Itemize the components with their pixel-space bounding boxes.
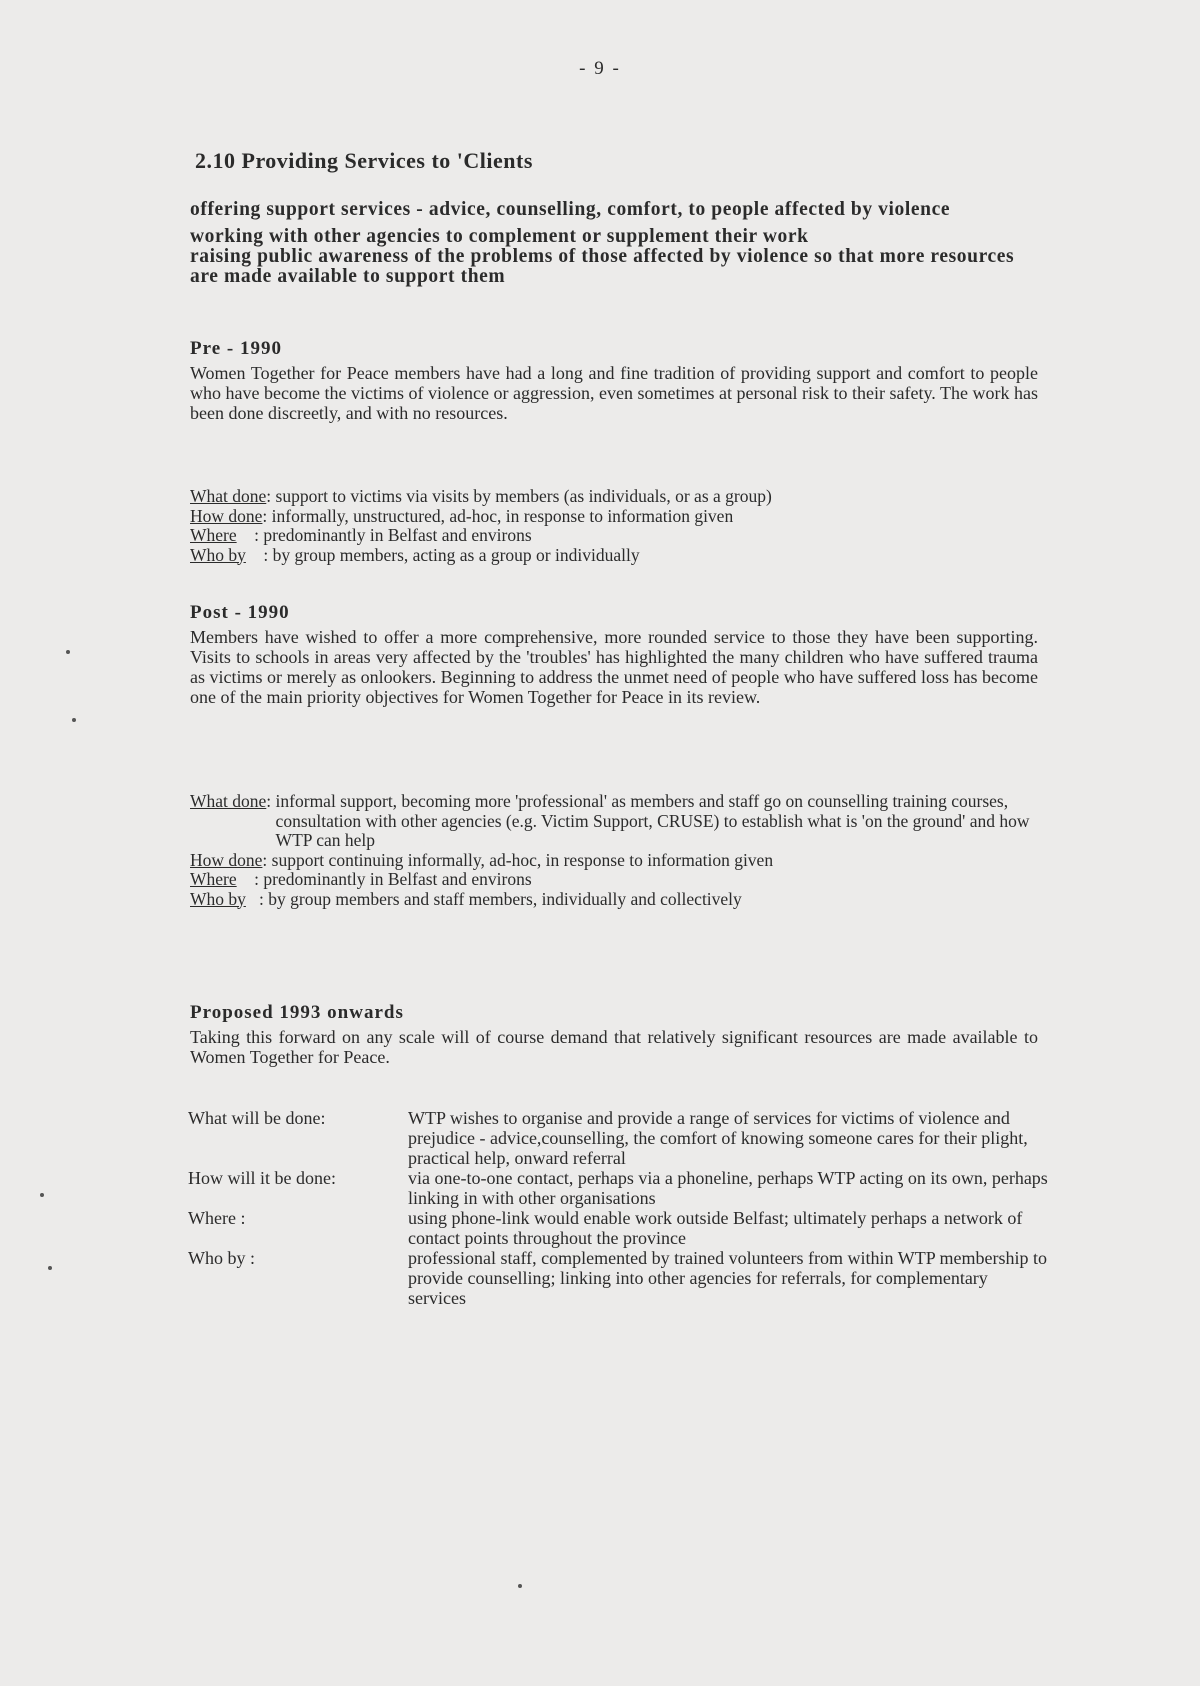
detail-separator: :	[236, 869, 264, 889]
detail-row	[190, 870, 1050, 890]
detail-key: Who by :	[188, 1248, 255, 1268]
detail-value: informally, unstructured, ad-hoc, in response to information given	[271, 505, 734, 526]
detail-key: How will it be done:	[188, 1168, 336, 1188]
detail-value: predominantly in Belfast and environs	[263, 869, 532, 889]
detail-key: Where	[190, 869, 237, 889]
detail-separator: :	[245, 544, 273, 565]
detail-key: What done	[190, 486, 267, 506]
objective-item: raising public awareness of the problems of those affected by violence so that more resources are made available to support them	[190, 246, 1015, 287]
detail-separator: :	[245, 888, 269, 909]
detail-value: predominantly in Belfast and environs	[263, 525, 532, 545]
scan-speck	[66, 650, 70, 654]
section-heading: Post - 1990	[190, 602, 290, 623]
detail-row	[190, 792, 1050, 851]
detail-key: How done	[190, 505, 263, 526]
section-paragraph: Members have wished to offer a more comprehensive, more rounded service to those they have been supporting. Visits to schools in areas very affected by the 'troubles' has highlighted the many children who have suffered trauma as victims or merely as onlookers. Beginning to address the unmet need of people who have suffered loss has become one of the main priority objectives for Women Together for Peace in its review.	[190, 627, 1038, 707]
detail-row	[190, 526, 1050, 546]
section-paragraph: Women Together for Peace members have had a long and fine tradition of providing support and comfort to people who have become the victims of violence or aggression, even sometimes at personal risk to their safety. The work has been done discreetly, and with no resources.	[190, 363, 1038, 423]
scan-speck	[518, 1584, 522, 1588]
post-1990-details	[190, 792, 1050, 909]
section-paragraph: Taking this forward on any scale will of course demand that relatively significant resources are made available to Women Together for Peace.	[190, 1027, 1038, 1067]
detail-key: What done	[190, 791, 267, 811]
detail-row	[190, 546, 1050, 566]
objectives-list	[190, 200, 1036, 294]
detail-separator: :	[262, 505, 272, 526]
detail-key: Where	[190, 525, 237, 545]
objective-item: working with other agencies to complement or supplement their work	[190, 226, 809, 247]
pre-1990-details	[190, 487, 1050, 565]
detail-separator: :	[262, 849, 272, 870]
detail-row	[188, 1168, 1048, 1208]
detail-separator: :	[236, 525, 264, 545]
detail-key: Where :	[188, 1208, 246, 1228]
detail-key: How done	[190, 849, 263, 870]
detail-value: via one-to-one contact, perhaps via a phoneline, perhaps WTP acting on its own, perhaps linking in with other organisations	[408, 1168, 1048, 1208]
detail-key: What will be done:	[188, 1108, 326, 1128]
detail-value: support to victims via visits by members (as individuals, or as a group)	[275, 486, 772, 506]
section-post-1990	[190, 602, 1038, 707]
scan-speck	[48, 1266, 52, 1270]
page-number: - 9 -	[579, 58, 621, 79]
detail-value: by group members and staff members, individually and collectively	[268, 888, 742, 909]
detail-row	[188, 1108, 1048, 1168]
detail-value: WTP wishes to organise and provide a range of services for victims of violence and prejudice - advice,counselling, the comfort of knowing someone cares for their plight, practical help, onward referral	[408, 1108, 1028, 1168]
section-heading: Proposed 1993 onwards	[190, 1002, 404, 1023]
detail-row	[188, 1208, 1048, 1248]
detail-key: Who by	[190, 544, 246, 565]
detail-row	[190, 487, 1050, 507]
detail-row	[190, 507, 1050, 527]
section-title: 2.10 Providing Services to 'Clients	[195, 148, 533, 173]
detail-row	[188, 1248, 1048, 1308]
detail-separator: :	[266, 486, 276, 506]
scan-speck	[40, 1193, 44, 1197]
detail-separator: :	[266, 791, 276, 811]
section-heading: Pre - 1990	[190, 338, 282, 359]
detail-value: support continuing informally, ad-hoc, in response to information given	[271, 849, 774, 870]
detail-row	[190, 851, 1050, 871]
detail-value: informal support, becoming more 'professional' as members and staff go on counselling training courses, consultation with other agencies (e.g. Victim Support, CRUSE) to establish what is 'on the ground' and how WTP can help	[275, 791, 1030, 850]
section-proposed-1993	[190, 1002, 1038, 1067]
objective-item: offering support services - advice, counselling, comfort, to people affected by violence	[190, 199, 951, 220]
detail-value: using phone-link would enable work outside Belfast; ultimately perhaps a network of contact points throughout the province	[408, 1208, 1023, 1248]
detail-value: professional staff, complemented by trained volunteers from within WTP membership to provide counselling; linking into other agencies for referrals, for complementary services	[408, 1248, 1048, 1308]
detail-key: Who by	[190, 888, 246, 909]
scan-speck	[72, 718, 76, 722]
detail-value: by group members, acting as a group or individually	[272, 544, 640, 565]
section-pre-1990	[190, 338, 1038, 423]
proposed-details	[188, 1108, 1048, 1308]
detail-row	[190, 890, 1050, 910]
